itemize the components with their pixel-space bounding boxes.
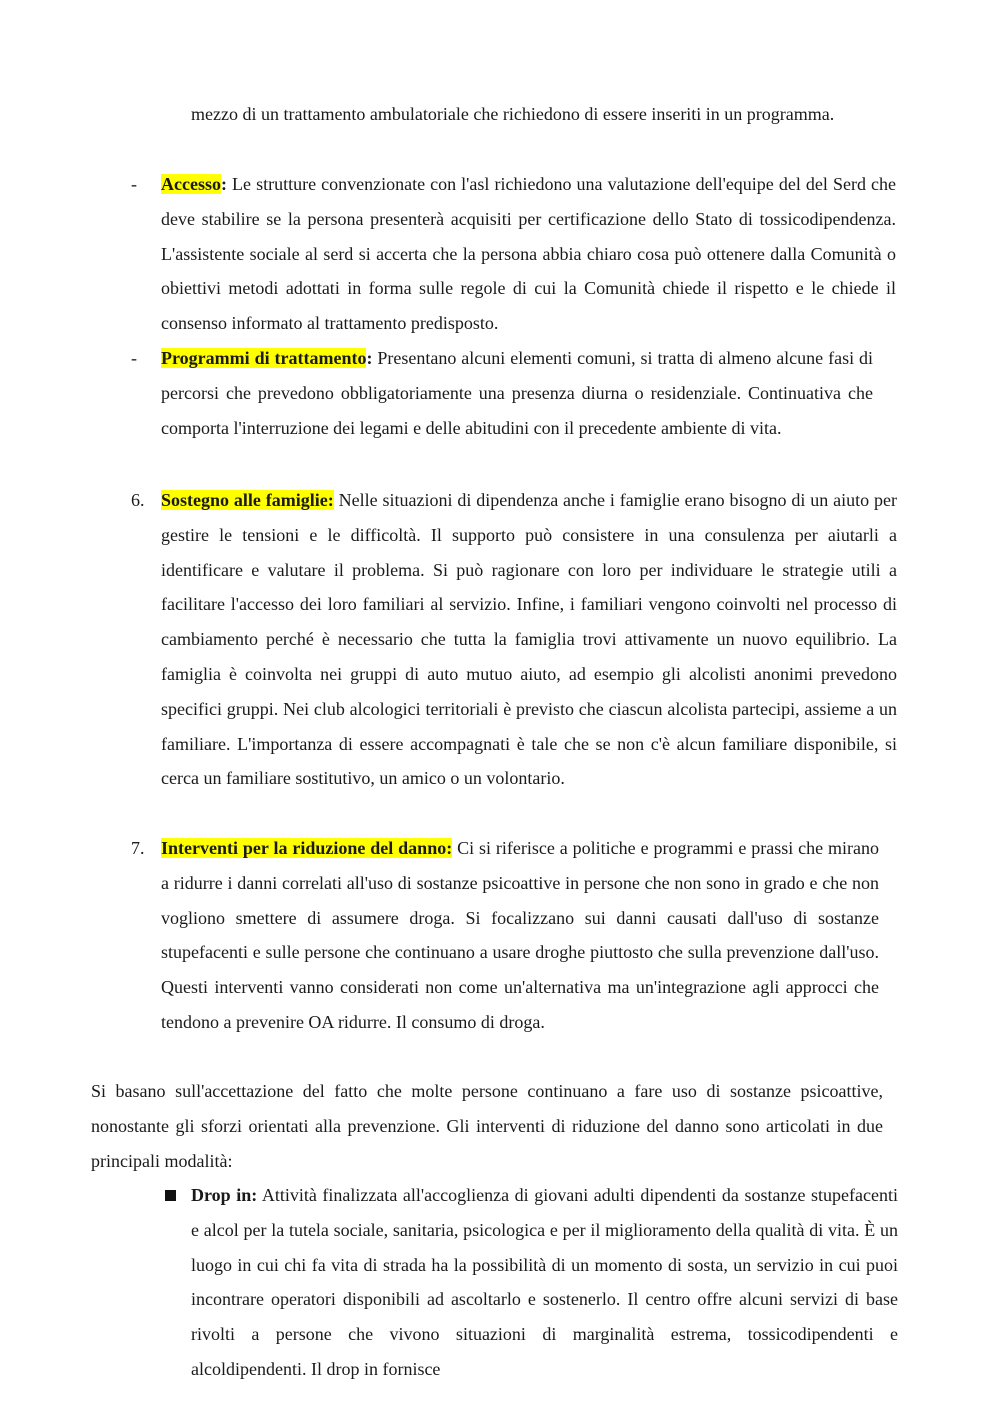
heading-drop-in: Drop in: <box>191 1185 258 1205</box>
item-programmi <box>161 341 873 445</box>
heading-colon: : <box>220 174 227 194</box>
heading-accesso: Accesso <box>161 174 221 194</box>
item-riduzione-danno <box>161 831 879 1040</box>
paragraph-basano: Si basano sull'accettazione del fatto che molte persone continuano a fare uso di sostanze psicoattive, nonostante gli sforzi orientati alla prevenzione. Gli interventi di riduzione del danno sono articolati in due principali modalità: <box>91 1081 883 1171</box>
heading-sostegno: Sostegno alle famiglie: <box>161 490 334 510</box>
item-accesso <box>161 167 896 341</box>
item-riduzione-text: Ci si riferisce a politiche e programmi e prassi che mirano a ridurre i danni correlati all'uso di sostanze psicoattive in persone che non sono in grado e che non vogliono smettere di assumere droga. Si focalizzano sui danni causati dall'uso di sostanze stupefacenti e sulle persone che continuano a usare droghe piuttosto che sulla prevenzione dall'uso. Questi interventi vanno considerati non come un'alternativa ma un'integrazione agli approcci che tendono a prevenire OA ridurre. Il consumo di droga. <box>161 838 879 1032</box>
heading-programmi: Programmi di trattamento <box>161 348 367 368</box>
heading-riduzione: Interventi per la riduzione del danno: <box>161 838 453 858</box>
square-bullet-icon <box>165 1178 176 1213</box>
item-accesso-text: Le strutture convenzionate con l'asl richiedono una valutazione dell'equipe del del Serd che deve stabilire se la persona presenterà acquisiti per certificazione dello Stato di tossicodipendenza. L'assistente sociale al serd si accerta che la persona abbia chiaro cosa può ottenere dalla Comunità o obiettivi metodi adottati in forma sulle regole di cui la Comunità chiede il rispetto e le chiede il consenso informato al trattamento predisposto. <box>161 174 896 334</box>
item-sostegno-famiglie <box>161 483 897 796</box>
list-number: 7. <box>131 838 145 858</box>
item-programmi-text: Presentano alcuni elementi comuni, si tratta di almeno alcune fasi di percorsi che prevedono obbligatoriamente una presenza diurna o residenziale. Continuativa che comporta l'interruzione dei legami e delle abitudini con il precedente ambiente di vita. <box>161 348 874 438</box>
item-drop-in-text: Attività finalizzata all'accoglienza di giovani adulti dipendenti da sostanze stupefacenti e alcol per la tutela sociale, sanitaria, psicologica e per il miglioramento della qualità di vita. È un luogo in cui chi fa vita di strada ha la possibilità di un momento di sosta, un servizio in cui puoi incontrare operatori disponibili ad ascoltarlo e sostenerlo. Il centro offre alcuni servizi di base rivolti a persone che vivono situazioni di marginalità estrema, tossicodipendenti e alcoldipendenti. Il drop in fornisce <box>191 1185 898 1379</box>
list-number: 6. <box>131 490 145 510</box>
dash-marker: - <box>131 348 137 368</box>
item-drop-in <box>191 1178 898 1387</box>
intro-continuation: mezzo di un trattamento ambulatoriale che richiedono di essere inseriti in un programma. <box>191 104 835 124</box>
dash-marker: - <box>131 174 137 194</box>
heading-colon: : <box>366 348 373 368</box>
item-sostegno-text: Nelle situazioni di dipendenza anche i famiglie erano bisogno di un aiuto per gestire le tensioni e le difficoltà. Il supporto può consistere in una consulenza per aiutarli a identificare e valutare il problema. Si può ragionare con loro per individuare le strategie utili a facilitare l'accesso dei loro familiari al servizio. Infine, i familiari vengono coinvolti nel processo di cambiamento perché è necessario che tutta la famiglia trovi attivamente un nuovo equilibrio. La famiglia è coinvolta nei gruppi di auto mutuo aiuto, ad esempio gli alcolisti anonimi prevedono specifici gruppi. Nei club alcologici territoriali è previsto che ciascun alcolista partecipi, assieme a un familiare. L'importanza di essere accompagnati è tale che se non c'è alcun familiare disponibile, si cerca un familiare sostitutivo, un amico o un volontario. <box>161 490 897 789</box>
